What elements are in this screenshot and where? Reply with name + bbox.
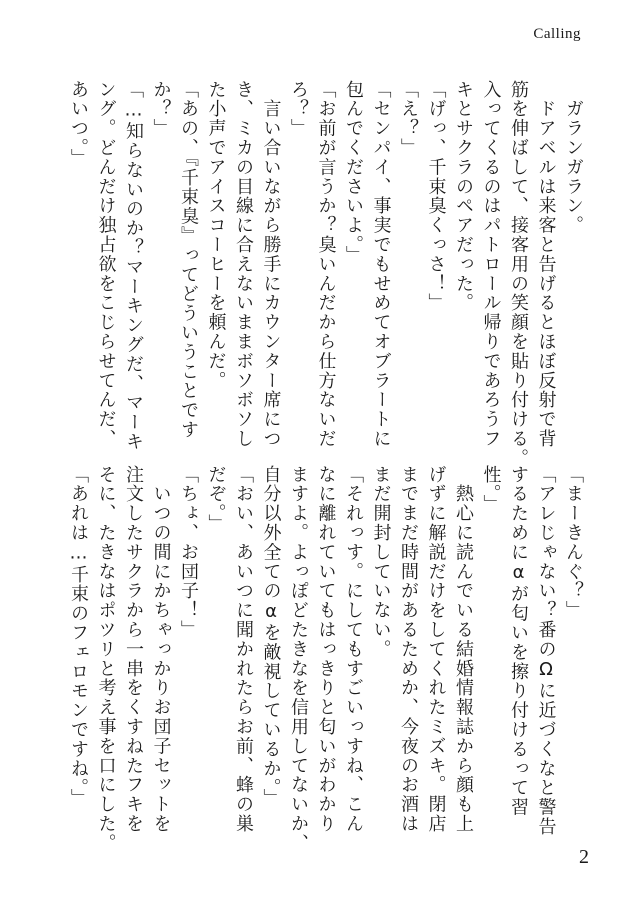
text-line: 包んでくださいよ。」 (343, 80, 364, 265)
text-line: 「お前が言うか？臭いんだから仕方ないだ (315, 80, 337, 449)
lower-text-block (65, 465, 588, 853)
text-line: げずに解説だけをしてくれたミズキ。閉店 (425, 465, 447, 834)
upper-text-block (65, 80, 588, 468)
text-line: た小声でアイスコーヒーを頼んだ。 (205, 80, 227, 391)
text-line: 自分以外全てのαを敵視しているか。」 (260, 465, 282, 809)
text-line: までまだ時間があるためか、今夜のお酒は (398, 465, 419, 834)
text-line: き、ミカの目線に合えないままボソボソし (233, 80, 254, 449)
text-line: 「あれは…千束のフェロモンですね。」 (68, 465, 89, 809)
text-line: 「ちょ、お団子！」 (178, 465, 199, 640)
text-line: ガランガラン。 (563, 80, 584, 236)
text-line: キとサクラのペアだった。 (453, 80, 474, 313)
text-line: 熱心に読んでいる結婚情報誌から顔も上 (453, 465, 474, 834)
text-line: ドアベルは来客と告げるとほぼ反射で背 (535, 80, 557, 449)
text-line: 「おい、あいつに聞かれたらお前、蜂の巣 (233, 465, 254, 834)
text-line: 「それっす。にしてもすごいっすね、こん (343, 465, 364, 834)
text-line: 性。」 (480, 465, 502, 515)
text-line: するためにαが匂いを擦り付けるって習 (508, 465, 529, 818)
text-line: 言い合いながら勝手にカウンター席につ (260, 80, 282, 449)
text-line: なに離れていてもはっきりと匂いがわかり (315, 465, 337, 834)
text-line: 「…知らないのか？マーキングだ、マーキ (123, 80, 144, 452)
text-line: 「アレじゃない？番のΩに近づくなと警告 (535, 465, 557, 837)
text-line: 「え？」 (398, 80, 419, 158)
text-line: そに、たきなはポツリと考え事を口にした。 (95, 465, 117, 853)
running-header: Calling (533, 26, 581, 42)
text-line: まだ開封していない。 (370, 465, 392, 659)
text-line: か？」 (150, 80, 172, 139)
text-line: 「げっ、千束臭くっさ！」 (425, 80, 447, 313)
text-line: ング。どんだけ独占欲をこじらせてんだ、 (95, 80, 117, 449)
text-line: 筋を伸ばして、接客用の笑顔を貼り付ける。 (508, 80, 529, 468)
text-line: 「まーきんぐ？」 (563, 465, 584, 621)
page-number: 2 (579, 846, 589, 868)
text-line: 入ってくるのはパトロール帰りであろうフ (480, 80, 502, 449)
text-line: ますよ。よっぽどたきなを信用してないか、 (288, 465, 309, 853)
text-line: いつの間にかちゃっかりお団子セットを (150, 465, 172, 834)
text-line: あいつ。」 (68, 80, 89, 168)
text-line: 「センパイ、事実でもせめてオブラートに (370, 80, 392, 449)
text-line: だぞ。」 (205, 465, 227, 534)
text-line: 注文したサクラから一串をくすねたフキを (123, 465, 144, 834)
text-line: 「あの、『千束臭』ってどういうことです (178, 80, 199, 440)
text-line: ろ？」 (288, 80, 309, 139)
